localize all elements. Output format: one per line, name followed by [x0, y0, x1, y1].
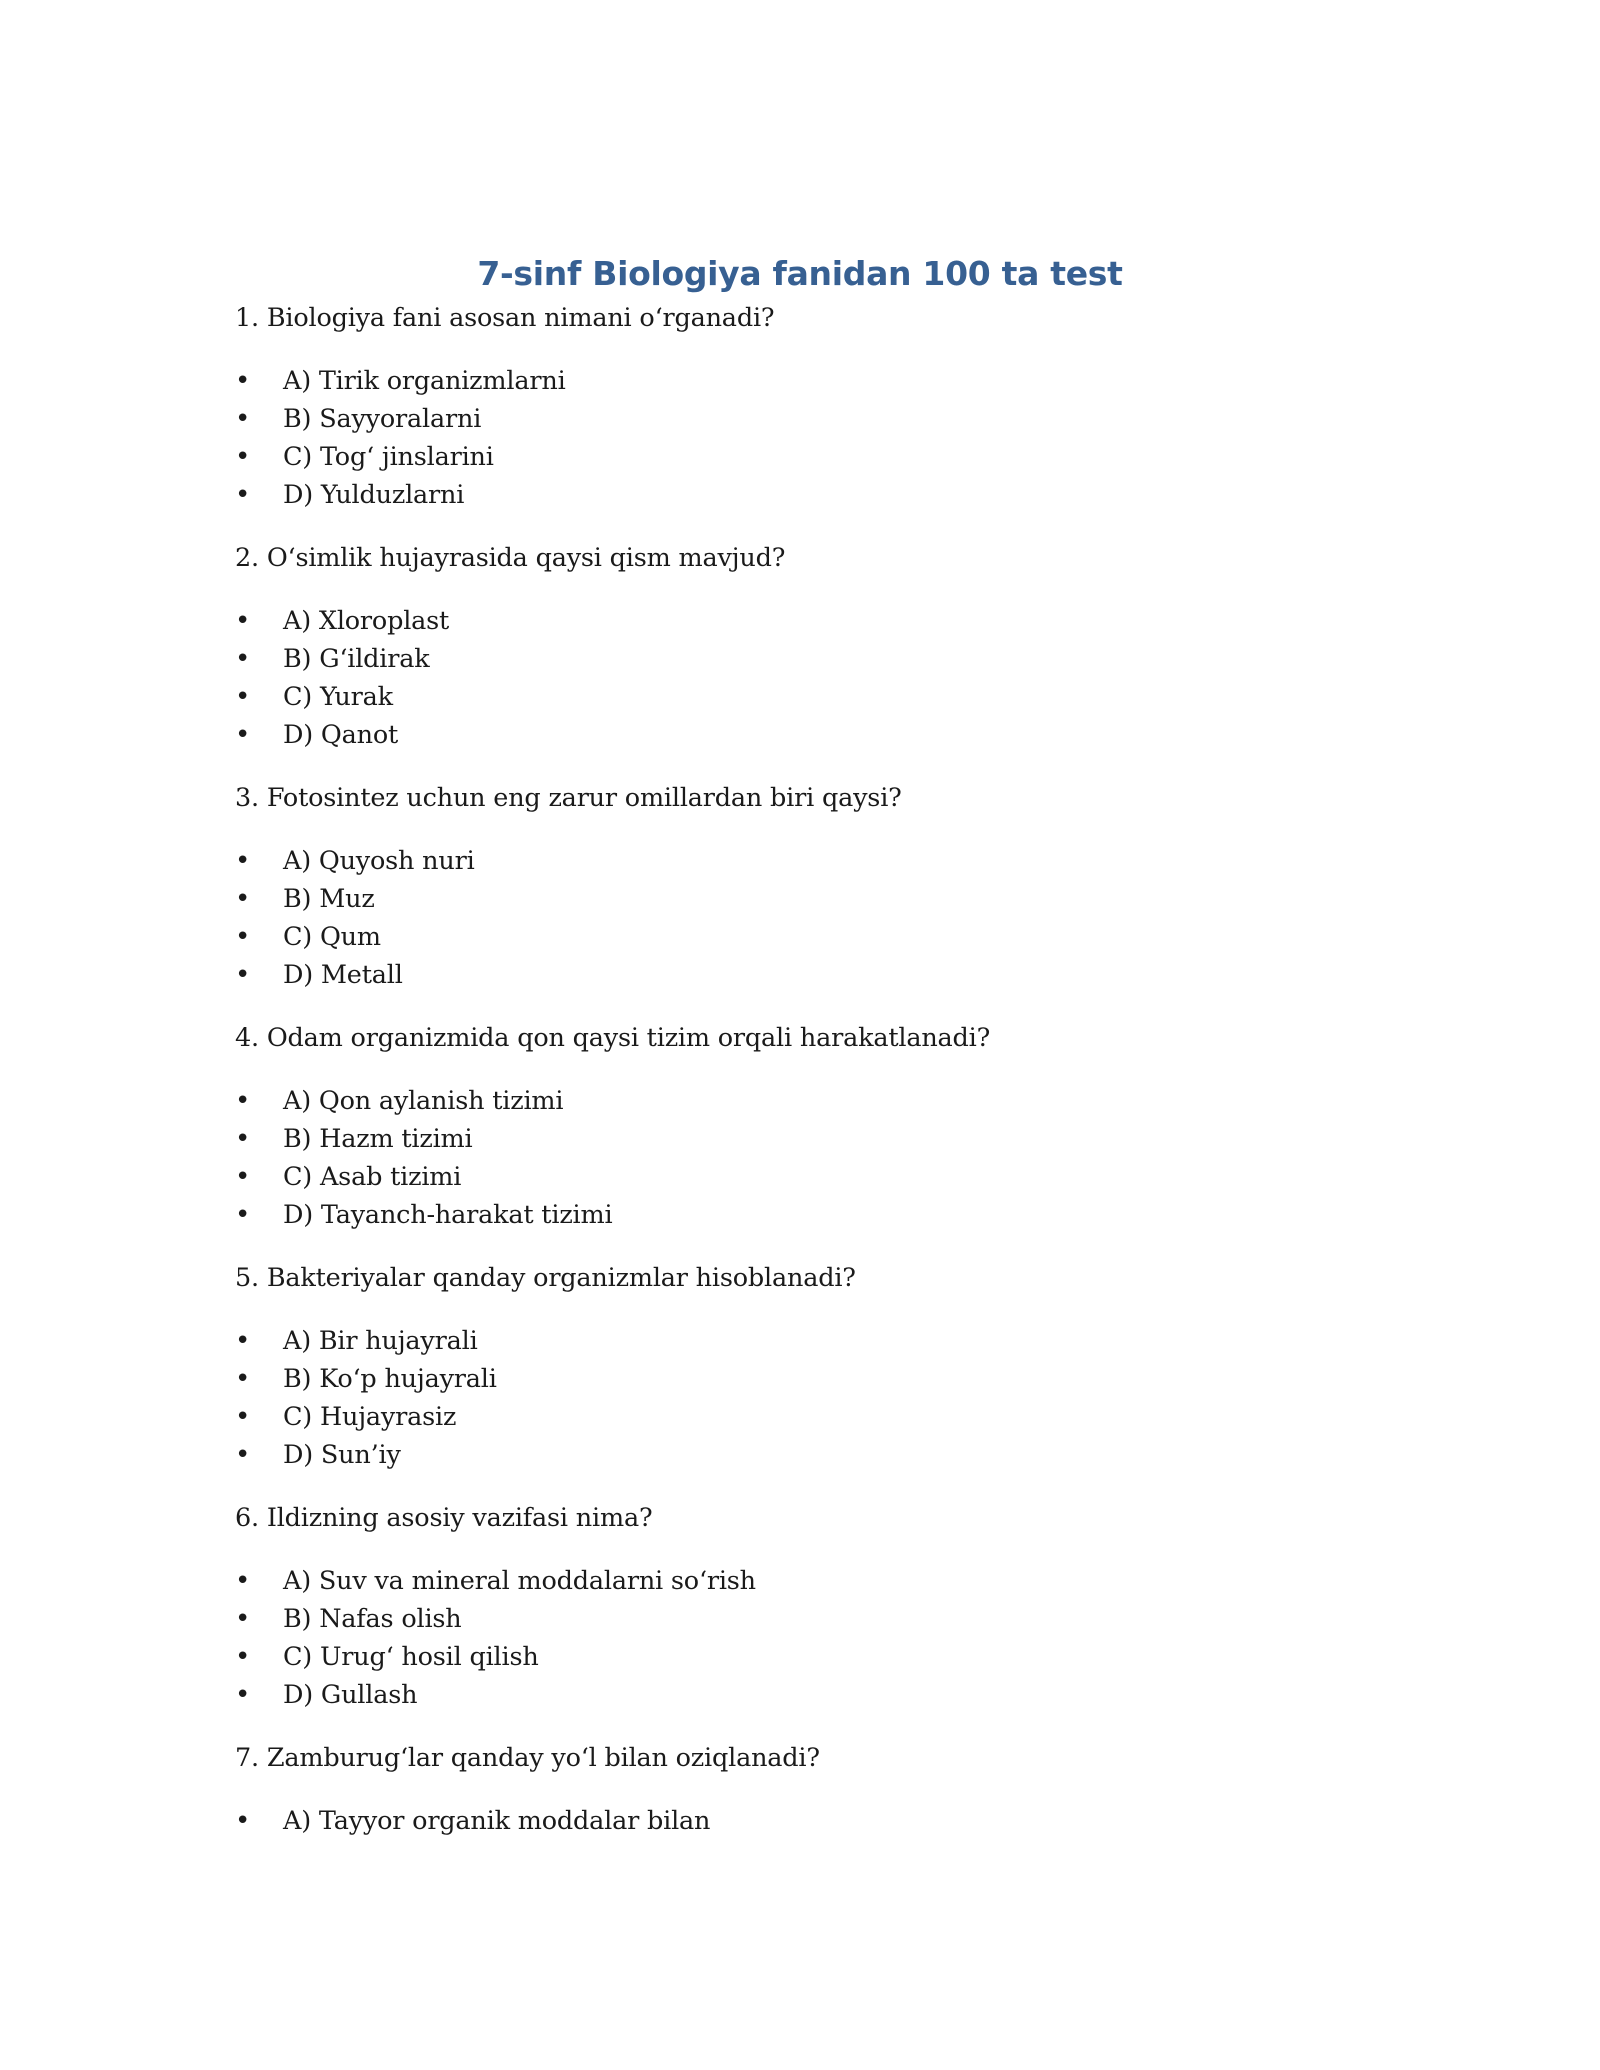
question-block — [235, 538, 1365, 754]
option-item — [235, 1120, 1365, 1158]
options-list — [235, 602, 1365, 754]
option-text: B) Muz — [283, 884, 375, 914]
option-text: D) Tayanch-harakat tizimi — [283, 1200, 613, 1230]
option-text: C) Qum — [283, 922, 381, 952]
document-page — [235, 250, 1365, 1864]
options-list — [235, 1802, 1365, 1840]
bullet-icon: • — [235, 960, 251, 990]
question-block — [235, 1018, 1365, 1234]
bullet-icon: • — [235, 1566, 251, 1596]
option-item — [235, 1322, 1365, 1360]
question-block — [235, 1738, 1365, 1840]
option-text: D) Yulduzlarni — [283, 480, 465, 510]
option-text: D) Metall — [283, 960, 403, 990]
option-item — [235, 1802, 1365, 1840]
question-text: 3. Fotosintez uchun eng zarur omillardan biri qaysi? — [235, 783, 902, 813]
bullet-icon: • — [235, 1326, 251, 1356]
bullet-icon: • — [235, 1162, 251, 1192]
option-item — [235, 918, 1365, 956]
options-list — [235, 1562, 1365, 1714]
option-item — [235, 880, 1365, 918]
question-text: 2. O‘simlik hujayrasida qaysi qism mavjud? — [235, 543, 786, 573]
option-item — [235, 640, 1365, 678]
bullet-icon: • — [235, 884, 251, 914]
option-item — [235, 956, 1365, 994]
option-item — [235, 438, 1365, 476]
question-block — [235, 1498, 1365, 1714]
option-item — [235, 1638, 1365, 1676]
question-text: 1. Biologiya fani asosan nimani o‘rganadi? — [235, 303, 775, 333]
bullet-icon: • — [235, 1642, 251, 1672]
bullet-icon: • — [235, 442, 251, 472]
bullet-icon: • — [235, 720, 251, 750]
question-block — [235, 778, 1365, 994]
question-text: 7. Zamburug‘lar qanday yo‘l bilan oziqlanadi? — [235, 1743, 820, 1773]
option-item — [235, 1676, 1365, 1714]
bullet-icon: • — [235, 1680, 251, 1710]
option-text: C) Tog‘ jinslarini — [283, 442, 494, 472]
option-text: B) Hazm tizimi — [283, 1124, 473, 1154]
option-text: B) Ko‘p hujayrali — [283, 1364, 497, 1394]
bullet-icon: • — [235, 644, 251, 674]
option-item — [235, 1082, 1365, 1120]
option-text: B) Sayyoralarni — [283, 404, 482, 434]
bullet-icon: • — [235, 1402, 251, 1432]
option-text: D) Qanot — [283, 720, 399, 750]
option-item — [235, 476, 1365, 514]
option-item — [235, 678, 1365, 716]
option-text: D) Sun’iy — [283, 1440, 401, 1470]
option-item — [235, 1600, 1365, 1638]
bullet-icon: • — [235, 1124, 251, 1154]
bullet-icon: • — [235, 606, 251, 636]
option-text: A) Qon aylanish tizimi — [283, 1086, 564, 1116]
option-item — [235, 602, 1365, 640]
bullet-icon: • — [235, 480, 251, 510]
option-item — [235, 1398, 1365, 1436]
option-text: C) Urug‘ hosil qilish — [283, 1642, 539, 1672]
option-item — [235, 716, 1365, 754]
bullet-icon: • — [235, 682, 251, 712]
option-text: A) Tayyor organik moddalar bilan — [283, 1806, 711, 1836]
option-item — [235, 1158, 1365, 1196]
option-text: D) Gullash — [283, 1680, 418, 1710]
options-list — [235, 1322, 1365, 1474]
bullet-icon: • — [235, 1604, 251, 1634]
page-title: 7-sinf Biologiya fanidan 100 ta test — [477, 254, 1123, 293]
option-item — [235, 842, 1365, 880]
option-text: C) Yurak — [283, 682, 393, 712]
question-text: 6. Ildizning asosiy vazifasi nima? — [235, 1503, 653, 1533]
option-text: B) G‘ildirak — [283, 644, 430, 674]
option-item — [235, 1562, 1365, 1600]
bullet-icon: • — [235, 366, 251, 396]
question-text: 5. Bakteriyalar qanday organizmlar hisoblanadi? — [235, 1263, 856, 1293]
option-text: A) Suv va mineral moddalarni so‘rish — [283, 1566, 756, 1596]
question-block — [235, 298, 1365, 514]
bullet-icon: • — [235, 1086, 251, 1116]
option-text: A) Tirik organizmlarni — [283, 366, 566, 396]
bullet-icon: • — [235, 922, 251, 952]
bullet-icon: • — [235, 1200, 251, 1230]
option-item — [235, 1360, 1365, 1398]
option-item — [235, 400, 1365, 438]
bullet-icon: • — [235, 1364, 251, 1394]
option-item — [235, 1196, 1365, 1234]
option-item — [235, 362, 1365, 400]
option-text: C) Asab tizimi — [283, 1162, 462, 1192]
option-item — [235, 1436, 1365, 1474]
options-list — [235, 842, 1365, 994]
option-text: A) Bir hujayrali — [283, 1326, 478, 1356]
option-text: C) Hujayrasiz — [283, 1402, 457, 1432]
question-block — [235, 1258, 1365, 1474]
bullet-icon: • — [235, 404, 251, 434]
options-list — [235, 362, 1365, 514]
bullet-icon: • — [235, 1440, 251, 1470]
option-text: A) Xloroplast — [283, 606, 450, 636]
options-list — [235, 1082, 1365, 1234]
bullet-icon: • — [235, 1806, 251, 1836]
question-text: 4. Odam organizmida qon qaysi tizim orqali harakatlanadi? — [235, 1023, 991, 1053]
option-text: B) Nafas olish — [283, 1604, 462, 1634]
bullet-icon: • — [235, 846, 251, 876]
option-text: A) Quyosh nuri — [283, 846, 475, 876]
